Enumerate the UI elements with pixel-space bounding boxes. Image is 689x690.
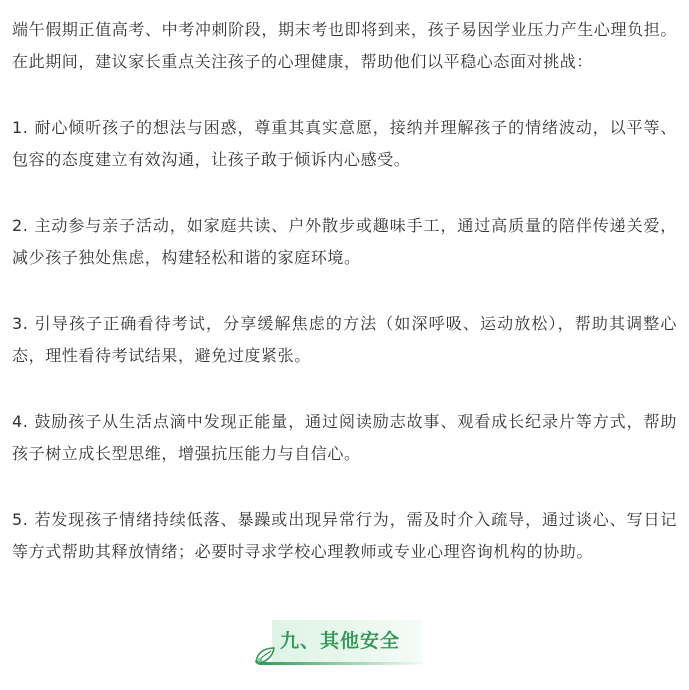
- paragraph-gap: [12, 274, 677, 308]
- tip-item-2: 2. 主动参与亲子活动，如家庭共读、户外散步或趣味手工，通过高质量的陪伴传递关爱，减少孩子独处焦虑，构建轻松和谐的家庭环境。: [12, 216, 677, 267]
- tip-item-5: 5. 若发现孩子情绪持续低落、暴躁或出现异常行为，需及时介入疏导，通过谈心、写日记等方式帮助其释放情绪；必要时寻求学校心理教师或专业心理咨询机构的协助。: [12, 510, 677, 561]
- paragraph-gap: [12, 176, 677, 210]
- heading-underline: [258, 662, 424, 665]
- section-heading: [254, 618, 424, 670]
- article-body: [12, 14, 677, 568]
- paragraph-gap: [12, 78, 677, 112]
- intro-paragraph: 端午假期正值高考、中考冲刺阶段，期末考也即将到来，孩子易因学业压力产生心理负担。在此期间，建议家长重点关注孩子的心理健康，帮助他们以平稳心态面对挑战：: [12, 20, 677, 71]
- leaf-icon: [254, 644, 276, 666]
- tip-item-4: 4. 鼓励孩子从生活点滴中发现正能量，通过阅读励志故事、观看成长纪录片等方式，帮助孩子树立成长型思维，增强抗压能力与自信心。: [12, 412, 677, 463]
- section-heading-label: 九、其他安全: [280, 630, 401, 652]
- paragraph-gap: [12, 470, 677, 504]
- paragraph-gap: [12, 372, 677, 406]
- tip-item-1: 1. 耐心倾听孩子的想法与困惑，尊重其真实意愿，接纳并理解孩子的情绪波动，以平等、包容的态度建立有效沟通，让孩子敢于倾诉内心感受。: [12, 118, 677, 169]
- tip-item-3: 3. 引导孩子正确看待考试，分享缓解焦虑的方法（如深呼吸、运动放松），帮助其调整心态，理性看待考试结果，避免过度紧张。: [12, 314, 677, 365]
